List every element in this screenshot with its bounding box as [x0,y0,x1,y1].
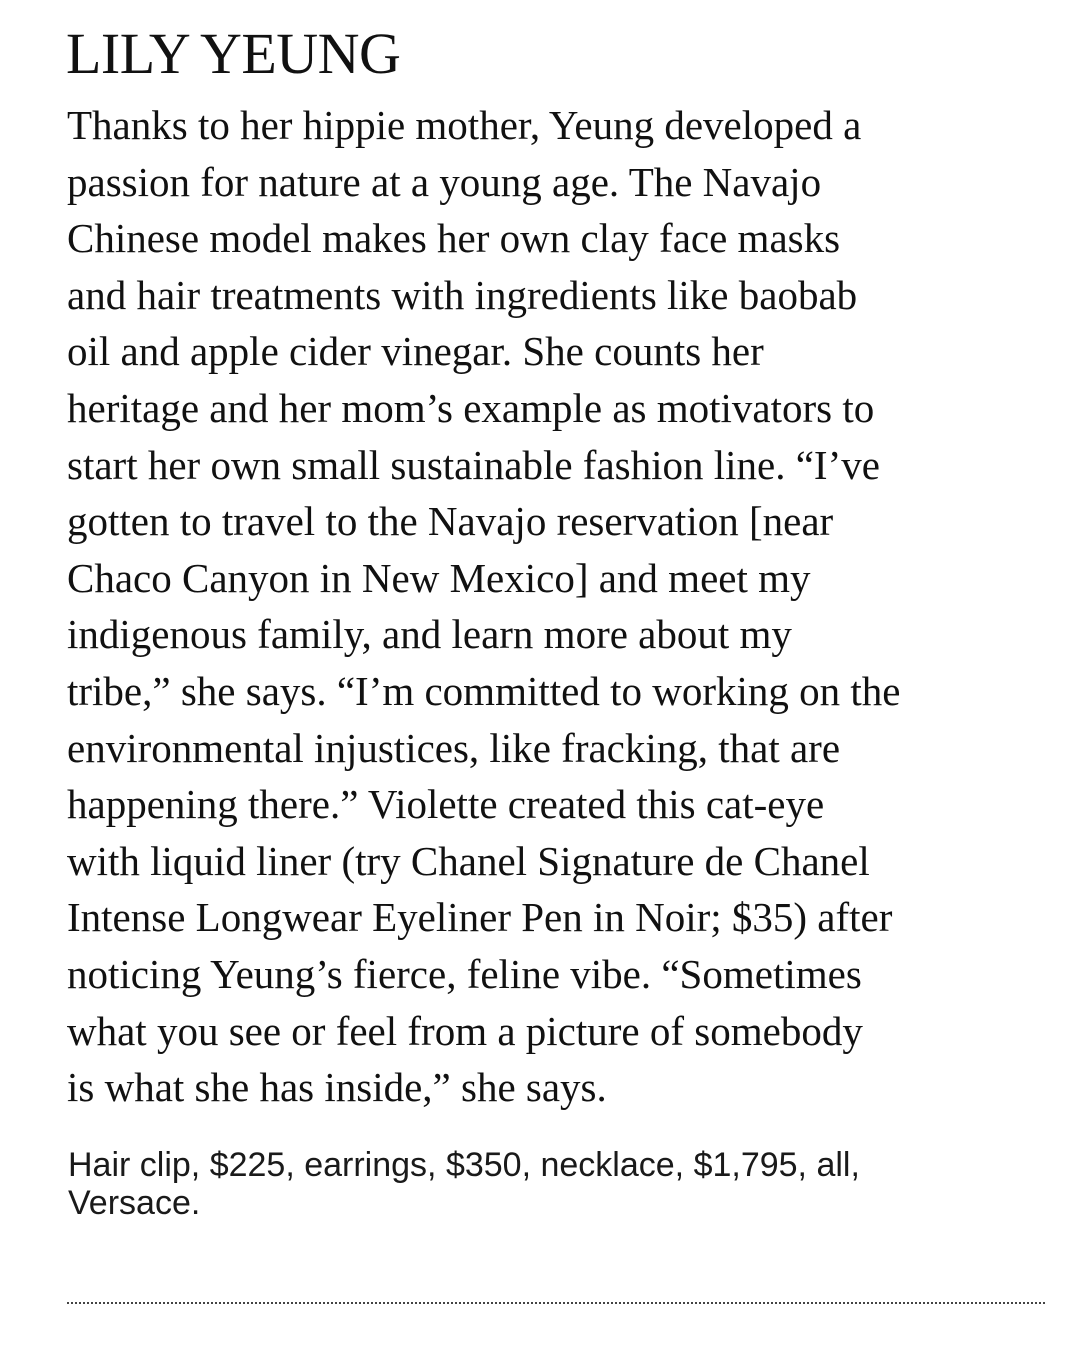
body-line: and hair treatments with ingredients like baobab [67,271,858,318]
body-line: Intense Longwear Eyeliner Pen in Noir; $35) after [67,894,893,941]
body-line: is what she has inside,” she says. [67,1064,607,1111]
body-line: what you see or feel from a picture of somebody [67,1007,863,1054]
body-line: passion for nature at a young age. The Navajo [67,158,822,205]
body-line: with liquid liner (try Chanel Signature de Chanel [67,837,870,884]
credit-line: Versace. [68,1184,201,1222]
body-line: noticing Yeung’s fierce, feline vibe. “Sometimes [67,950,862,997]
body-line: Thanks to her hippie mother, Yeung developed a [67,102,862,148]
dotted-divider [67,1302,1045,1304]
body-line: start her own small sustainable fashion line. “I’ve [67,441,880,488]
body-line: gotten to travel to the Navajo reservation [near [67,498,834,545]
article-title: LILY YEUNG [66,21,401,86]
body-line: indigenous family, and learn more about my [67,611,792,658]
body-line: heritage and her mom’s example as motivators to [67,384,875,431]
credit-line: Hair clip, $225, earrings, $350, necklace, $1,795, all, [68,1146,860,1184]
body-line: tribe,” she says. “I’m committed to working on the [67,667,901,714]
body-line: happening there.” Violette created this cat-eye [67,781,825,828]
article-body [67,97,1067,1116]
body-line: environmental injustices, like fracking, that are [67,724,841,771]
product-credit [68,1146,1068,1222]
body-line: Chaco Canyon in New Mexico] and meet my [67,554,811,601]
body-line: oil and apple cider vinegar. She counts her [67,328,764,375]
body-line: Chinese model makes her own clay face masks [67,215,841,262]
